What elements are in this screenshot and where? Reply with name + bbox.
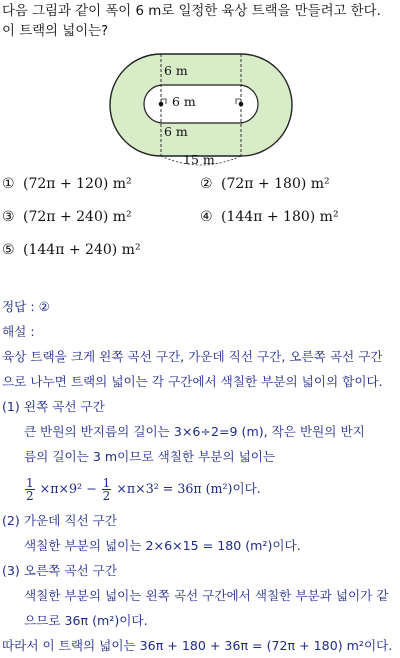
choice-1[interactable] — [2, 176, 132, 192]
section-3-line-1: 색칠한 부분의 넓이는 왼쪽 곡선 구간에서 색칠한 부분과 넓이가 같 — [24, 588, 389, 603]
formula-middle: ×π×9² − — [39, 481, 97, 496]
left-center-dot — [159, 102, 164, 107]
question-line-2: 이 트랙의 넓이는? — [2, 24, 109, 39]
fraction-2: $\frac{1}{2}$ — [102, 476, 111, 503]
section-1-line-2: 름의 길이는 3 m이므로 색칠한 부분의 넓이는 — [24, 449, 276, 464]
choice-2-number: ② — [200, 176, 213, 192]
section-3-line-2: 으므로 36π (m²)이다. — [24, 613, 148, 628]
choice-2-text: (72π + 180) m² — [221, 176, 330, 192]
solution-continued — [2, 508, 398, 658]
section-2-title: (2) 가운데 직선 구간 — [2, 513, 118, 528]
section-1-title: (1) 왼쪽 곡선 구간 — [2, 399, 105, 414]
answer-line: 정답 : ② — [2, 299, 50, 314]
section-2-line: 색칠한 부분의 넓이는 2×6×15 = 180 (m²)이다. — [24, 538, 301, 553]
fraction-1: $\frac{1}{2}$ — [26, 476, 34, 503]
section-3-title: (3) 오른쪽 곡선 구간 — [2, 563, 118, 578]
section-1-line-1: 큰 반원의 반지름의 길이는 3×6÷2=9 (m), 작은 반원의 반지 — [24, 424, 365, 439]
question-line-1: 다음 그림과 같이 폭이 6 m로 일정한 육상 트랙을 만들려고 한다. — [2, 4, 381, 19]
choice-4-text: (144π + 180) m² — [221, 209, 339, 225]
solution — [2, 294, 398, 469]
formula-end: ×π×3² = 36π (m²)이다. — [116, 481, 261, 496]
track-diagram — [108, 50, 298, 168]
choice-2[interactable] — [200, 176, 330, 192]
choice-4[interactable] — [200, 209, 339, 225]
choice-3-text: (72π + 240) m² — [23, 209, 132, 225]
choice-4-number: ④ — [200, 209, 213, 225]
choice-3-number: ③ — [2, 209, 15, 225]
question — [2, 2, 398, 42]
choice-1-number: ① — [2, 176, 15, 192]
label-top-width: 6 m — [164, 63, 188, 78]
label-bottom-width: 6 m — [164, 124, 188, 139]
choice-5[interactable] — [2, 242, 141, 258]
choice-3[interactable] — [2, 209, 132, 225]
explanation-label: 해설 : — [2, 324, 35, 339]
conclusion-line: 따라서 이 트랙의 넓이는 36π + 180 + 36π = (72π + 180) m²이다. — [2, 638, 393, 653]
choice-1-text: (72π + 120) m² — [23, 176, 132, 192]
label-length: 15 m — [183, 152, 215, 167]
section-1-formula — [24, 472, 261, 506]
track-figure — [108, 50, 298, 172]
intro-line-2: 으로 나누면 트랙의 넓이는 각 구간에서 색칠한 부분의 넓이의 합이다. — [2, 374, 383, 389]
right-center-dot — [239, 102, 244, 107]
intro-line-1: 육상 트랙을 크게 왼쪽 곡선 구간, 가운데 직선 구간, 오른쪽 곡선 구간 — [2, 349, 383, 364]
choice-5-number: ⑤ — [2, 242, 15, 258]
choice-5-text: (144π + 240) m² — [23, 242, 141, 258]
label-inner-width: 6 m — [172, 94, 196, 109]
